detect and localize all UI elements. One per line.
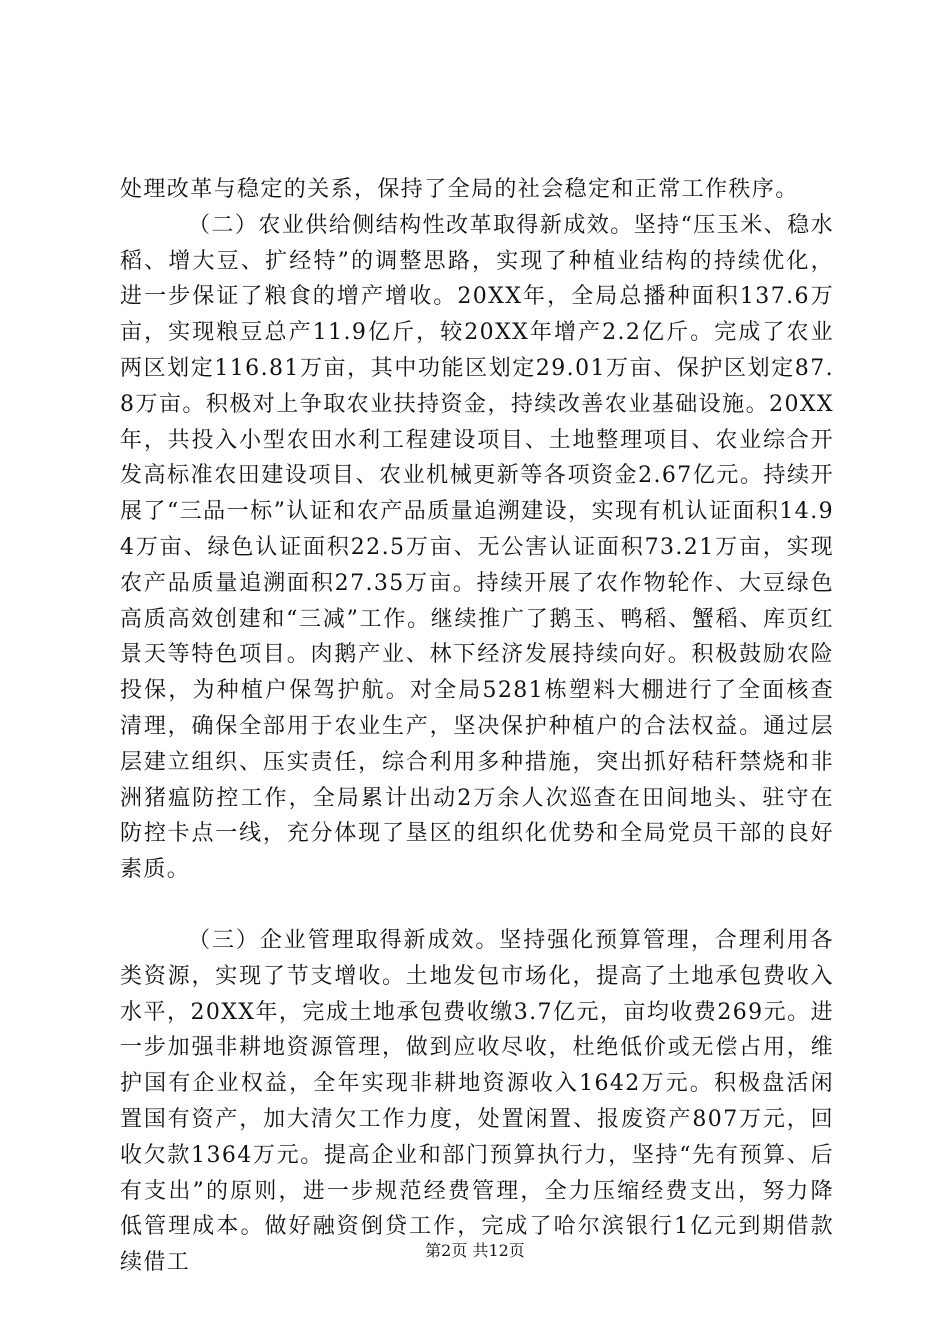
document-body xyxy=(120,172,834,1281)
paragraph-enterprise-management: （三）企业管理取得新成效。坚持强化预算管理，合理利用各类资源，实现了节支增收。土地发包市场化，提高了土地承包费收入水平，20XX年，完成土地承包费收缴3.7亿元，亩均收费269元。进一步加强非耕地资源管理，做到应收尽收，杜绝低价或无偿占用，维护国有企业权益，全年实现非耕地资源收入1642万元。积极盘活闲置国有资产，加大清欠工作力度，处置闲置、报废资产807万元，回收欠款1364万元。提高企业和部门预算执行力，坚持“先有预算、后有支出”的原则，进一步规范经费管理，全力压缩经费支出，努力降低管理成本。做好融资倒贷工作，完成了哈尔滨银行1亿元到期借款续借工 xyxy=(120,927,834,1276)
page-number-footer: 第2页 共12页 xyxy=(425,1241,525,1260)
paragraph-agriculture-reform: （二）农业供给侧结构性改革取得新成效。坚持“压玉米、稳水稻、增大豆、扩经特”的调整思路，实现了种植业结构的持续优化，进一步保证了粮食的增产增收。20XX年，全局总播种面积137.6万亩，实现粮豆总产11.9亿斤，较20XX年增产2.2亿斤。完成了农业两区划定116.81万亩，其中功能区划定29.01万亩、保护区划定87.8万亩。积极对上争取农业扶持资金，持续改善农业基础设施。20XX年，共投入小型农田水利工程建设项目、土地整理项目、农业综合开发高标准农田建设项目、农业机械更新等各项资金2.67亿元。持续开展了“三品一标”认证和农产品质量追溯建设，实现有机认证面积14.94万亩、绿色认证面积22.5万亩、无公害认证面积73.21万亩，实现农产品质量追溯面积27.35万亩。持续开展了农作物轮作、大豆绿色高质高效创建和“三减”工作。继续推广了鹅玉、鸭稻、蟹稻、库页红景天等特色项目。肉鹅产业、林下经济发展持续向好。积极鼓励农险投保，为种植户保驾护航。对全局5281栋塑料大棚进行了全面核查清理，确保全部用于农业生产，坚决保护种植户的合法权益。通过层层建立组织、压实责任，综合利用多种措施，突出抓好秸秆禁烧和非洲猪瘟防控工作，全局累计出动2万余人次巡查在田间地头、驻守在防控卡点一线，充分体现了垦区的组织化优势和全局党员干部的良好素质。 xyxy=(120,212,834,883)
paragraph-continuation: 处理改革与稳定的关系，保持了全局的社会稳定和正常工作秩序。 xyxy=(120,177,799,202)
